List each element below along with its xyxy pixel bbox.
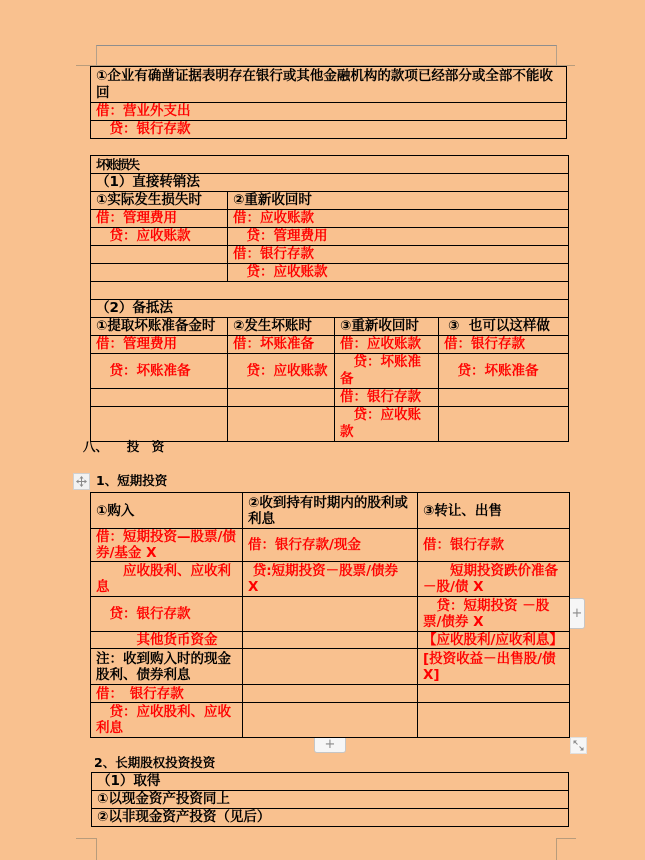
table-header-cell[interactable]: ①提取坏账准备金时 (91, 318, 228, 336)
table-cell[interactable]: 贷:短期投资－股票/债券 X (243, 562, 418, 597)
table-cell-bad-debt-title[interactable]: 坏账损失 (91, 156, 569, 174)
table-cell[interactable]: 借：银行存款 (439, 336, 569, 354)
long-term-investment-table (91, 772, 569, 827)
table-cell[interactable]: 贷：短期投资 －股票/债券 X (418, 597, 570, 632)
table-cell[interactable]: 短期投资跌价准备－股/债 X (418, 562, 570, 597)
chapter-heading: 八、 投 资 (83, 439, 165, 454)
short-term-investment-heading: 1、短期投资 (96, 473, 168, 488)
table-cell[interactable] (243, 632, 418, 649)
table-cell-note[interactable]: 注：收到购入时的现金股利、债券利息 (91, 649, 243, 685)
table-cell[interactable]: 借：坏账准备 (228, 336, 335, 354)
table-cell[interactable] (418, 703, 570, 738)
table-header-cell[interactable]: ②发生坏账时 (228, 318, 335, 336)
table-cell[interactable]: 其他货币资金 (91, 632, 243, 649)
margin-corner-mark-left-vertical (96, 838, 97, 860)
table-cell[interactable] (91, 407, 228, 442)
bad-debt-table (90, 155, 569, 442)
table-cell-debit[interactable]: 借：营业外支出 (91, 103, 567, 121)
table-move-handle[interactable] (73, 473, 90, 490)
table-cell-credit[interactable]: 贷：银行存款 (91, 121, 567, 139)
table-resize-handle[interactable] (570, 737, 587, 754)
table-cell[interactable]: 贷：管理费用 (228, 228, 569, 246)
table-cell-direct-title[interactable]: （1）直接转销法 (91, 174, 569, 192)
table-cell[interactable]: （1）取得 (92, 773, 569, 791)
table-header-cell[interactable]: ③ 也可以这样做 (439, 318, 569, 336)
table-cell[interactable]: 贷：坏账准备 (91, 354, 228, 389)
margin-corner-mark-left (76, 838, 96, 839)
table-cell[interactable]: 借：管理费用 (91, 336, 228, 354)
table-cell[interactable]: 应收股利、应收利息 (91, 562, 243, 597)
table-cell[interactable]: ①以现金资产投资同上 (92, 791, 569, 809)
table-cell[interactable] (243, 597, 418, 632)
short-term-investment-table (90, 492, 570, 738)
table-cell[interactable]: 借：管理费用 (91, 210, 228, 228)
add-column-button[interactable] (570, 598, 585, 629)
resize-diagonal-icon (573, 740, 584, 751)
table-cell[interactable]: 贷：应收账款 (228, 264, 569, 282)
table-cell-allowance-title[interactable]: （2）备抵法 (91, 300, 569, 318)
table-header-cell[interactable]: ①实际发生损失时 (91, 192, 228, 210)
plus-icon: + (324, 737, 336, 752)
table-cell[interactable]: 贷：银行存款 (91, 597, 243, 632)
table-cell[interactable]: 贷：应收账款 (335, 407, 439, 442)
table-cell[interactable]: 借：银行存款 (418, 529, 570, 562)
table-cell[interactable] (243, 649, 418, 685)
table-header-cell[interactable]: ②收到持有时期内的股利或利息 (243, 493, 418, 529)
table-cell[interactable] (439, 407, 569, 442)
table-cell[interactable]: 借：银行存款 (228, 246, 569, 264)
add-row-button[interactable] (314, 738, 346, 753)
move-arrows-icon (76, 476, 87, 487)
table-cell[interactable]: 贷：应收账款 (228, 354, 335, 389)
table-cell[interactable]: [投资收益－出售股/债X] (418, 649, 570, 685)
table-cell[interactable]: 贷：应收账款 (91, 228, 228, 246)
table-cell[interactable] (439, 389, 569, 407)
table-header-cell[interactable]: ③转让、出售 (418, 493, 570, 529)
table-cell[interactable] (91, 246, 228, 264)
header-area-outline (96, 45, 557, 66)
margin-corner-mark-right (556, 838, 576, 839)
table-cell[interactable]: 借：应收账款 (335, 336, 439, 354)
table-cell[interactable] (243, 703, 418, 738)
table-cell[interactable]: 借： 银行存款 (91, 685, 243, 703)
table-cell[interactable] (91, 389, 228, 407)
bank-deposit-loss-table (90, 66, 567, 139)
table-header-cell[interactable]: ③重新收回时 (335, 318, 439, 336)
table-cell-empty[interactable] (91, 282, 569, 300)
table-cell[interactable]: ②以非现金资产投资（见后） (92, 809, 569, 827)
table-cell[interactable] (91, 264, 228, 282)
table-cell[interactable] (243, 685, 418, 703)
table-cell[interactable]: 【应收股利/应收利息】 (418, 632, 570, 649)
table-cell-title[interactable]: ①企业有确凿证据表明存在银行或其他金融机构的款项已经部分或全部不能收回 (91, 67, 567, 103)
table-cell[interactable]: 借：银行存款/现金 (243, 529, 418, 562)
table-header-cell[interactable]: ①购入 (91, 493, 243, 529)
table-cell[interactable]: 贷：坏账准备 (439, 354, 569, 389)
long-term-investment-heading: 2、长期股权投资投资 (94, 755, 216, 770)
table-cell[interactable] (228, 389, 335, 407)
table-cell[interactable] (228, 407, 335, 442)
margin-corner-mark-right-vertical (556, 838, 557, 860)
table-cell[interactable]: 贷：坏账准备 (335, 354, 439, 389)
plus-icon: + (571, 606, 583, 621)
table-cell[interactable]: 借：应收账款 (228, 210, 569, 228)
table-cell[interactable]: 借：短期投资—股票/债券/基金 X (91, 529, 243, 562)
table-cell[interactable]: 贷：应收股利、应收利息 (91, 703, 243, 738)
table-header-cell[interactable]: ②重新收回时 (228, 192, 569, 210)
table-cell[interactable] (418, 685, 570, 703)
table-cell[interactable]: 借：银行存款 (335, 389, 439, 407)
